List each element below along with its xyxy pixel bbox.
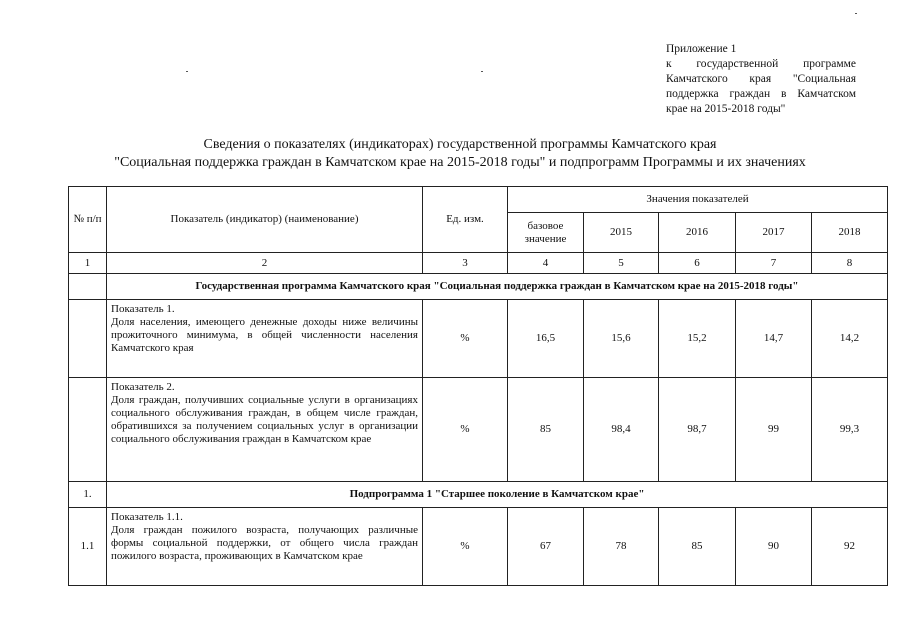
header-year: 2016 xyxy=(659,213,736,253)
appendix-line: Камчатского края "Социальная xyxy=(666,73,856,85)
table-row xyxy=(69,508,888,586)
appendix-line: крае на 2015-2018 годы" xyxy=(666,103,786,115)
title-line: Сведения о показателях (индикаторах) государственной программы Камчатского края xyxy=(203,137,717,152)
indicator-text: Доля граждан, получивших социальные услуги в организациях социального обслуживания граждан, в общем числе граждан, обратившихся за получением социальных услуг в организации социального обслуживания граждан в Камчатском крае xyxy=(111,394,418,445)
column-number: 7 xyxy=(736,253,812,274)
unit-cell: % xyxy=(423,508,508,586)
title-line: "Социальная поддержка граждан в Камчатском крае на 2015-2018 годы" и подпрограмм Программы и их значениях xyxy=(114,155,806,170)
value-cell: 14,2 xyxy=(812,300,888,378)
appendix-line: к государственной программе xyxy=(666,58,856,70)
indicator-title: Показатель 1.1. xyxy=(111,511,183,523)
value-cell: 15,2 xyxy=(659,300,736,378)
appendix-note xyxy=(666,42,856,117)
row-num: 1.1 xyxy=(69,508,107,586)
column-number: 1 xyxy=(69,253,107,274)
indicator-title: Показатель 2. xyxy=(111,381,175,393)
indicator-text: Доля граждан пожилого возраста, получающих различные формы социальной поддержки, от общего числа граждан пожилого возраста, проживающих в Камчатском крае xyxy=(111,524,418,562)
table-row xyxy=(69,378,888,482)
appendix-line: Приложение 1 xyxy=(666,43,737,55)
section-title-subprogram: Подпрограмма 1 "Старшее поколение в Камчатском крае" xyxy=(107,482,888,508)
header-year: 2017 xyxy=(736,213,812,253)
value-cell: 78 xyxy=(584,508,659,586)
section-num xyxy=(69,274,107,300)
indicator-cell xyxy=(107,378,423,482)
header-indicator: Показатель (индикатор) (наименование) xyxy=(107,187,423,253)
header-values-group: Значения показателей xyxy=(508,187,888,213)
column-number: 6 xyxy=(659,253,736,274)
column-number-row xyxy=(69,253,888,274)
section-title-program: Государственная программа Камчатского края "Социальная поддержка граждан в Камчатском крае на 2015-2018 годы" xyxy=(107,274,888,300)
header-unit: Ед. изм. xyxy=(423,187,508,253)
indicator-cell xyxy=(107,508,423,586)
column-number: 3 xyxy=(423,253,508,274)
section-row xyxy=(69,274,888,300)
value-cell: 85 xyxy=(508,378,584,482)
table-row xyxy=(69,300,888,378)
column-number: 4 xyxy=(508,253,584,274)
scan-speck xyxy=(481,71,483,72)
value-cell: 15,6 xyxy=(584,300,659,378)
indicators-table xyxy=(68,186,888,586)
unit-cell: % xyxy=(423,300,508,378)
indicator-text: Доля населения, имеющего денежные доходы ниже величины прожиточного минимума, в общей численности населения Камчатского края xyxy=(111,316,418,354)
scan-speck xyxy=(855,13,857,14)
value-cell: 98,4 xyxy=(584,378,659,482)
appendix-line: поддержка граждан в Камчатском xyxy=(666,88,856,100)
value-cell: 90 xyxy=(736,508,812,586)
value-cell: 99 xyxy=(736,378,812,482)
value-cell: 98,7 xyxy=(659,378,736,482)
column-number: 2 xyxy=(107,253,423,274)
column-number: 8 xyxy=(812,253,888,274)
value-cell: 16,5 xyxy=(508,300,584,378)
header-num: № п/п xyxy=(69,187,107,253)
column-number: 5 xyxy=(584,253,659,274)
header-base: базовое значение xyxy=(508,213,584,253)
value-cell: 92 xyxy=(812,508,888,586)
row-num xyxy=(69,300,107,378)
document-title xyxy=(60,136,860,172)
row-num xyxy=(69,378,107,482)
section-num: 1. xyxy=(69,482,107,508)
header-row xyxy=(69,187,888,213)
header-year: 2015 xyxy=(584,213,659,253)
value-cell: 14,7 xyxy=(736,300,812,378)
section-row xyxy=(69,482,888,508)
value-cell: 85 xyxy=(659,508,736,586)
indicator-cell xyxy=(107,300,423,378)
scan-speck xyxy=(186,71,188,72)
indicator-title: Показатель 1. xyxy=(111,303,175,315)
unit-cell: % xyxy=(423,378,508,482)
value-cell: 99,3 xyxy=(812,378,888,482)
value-cell: 67 xyxy=(508,508,584,586)
header-year: 2018 xyxy=(812,213,888,253)
